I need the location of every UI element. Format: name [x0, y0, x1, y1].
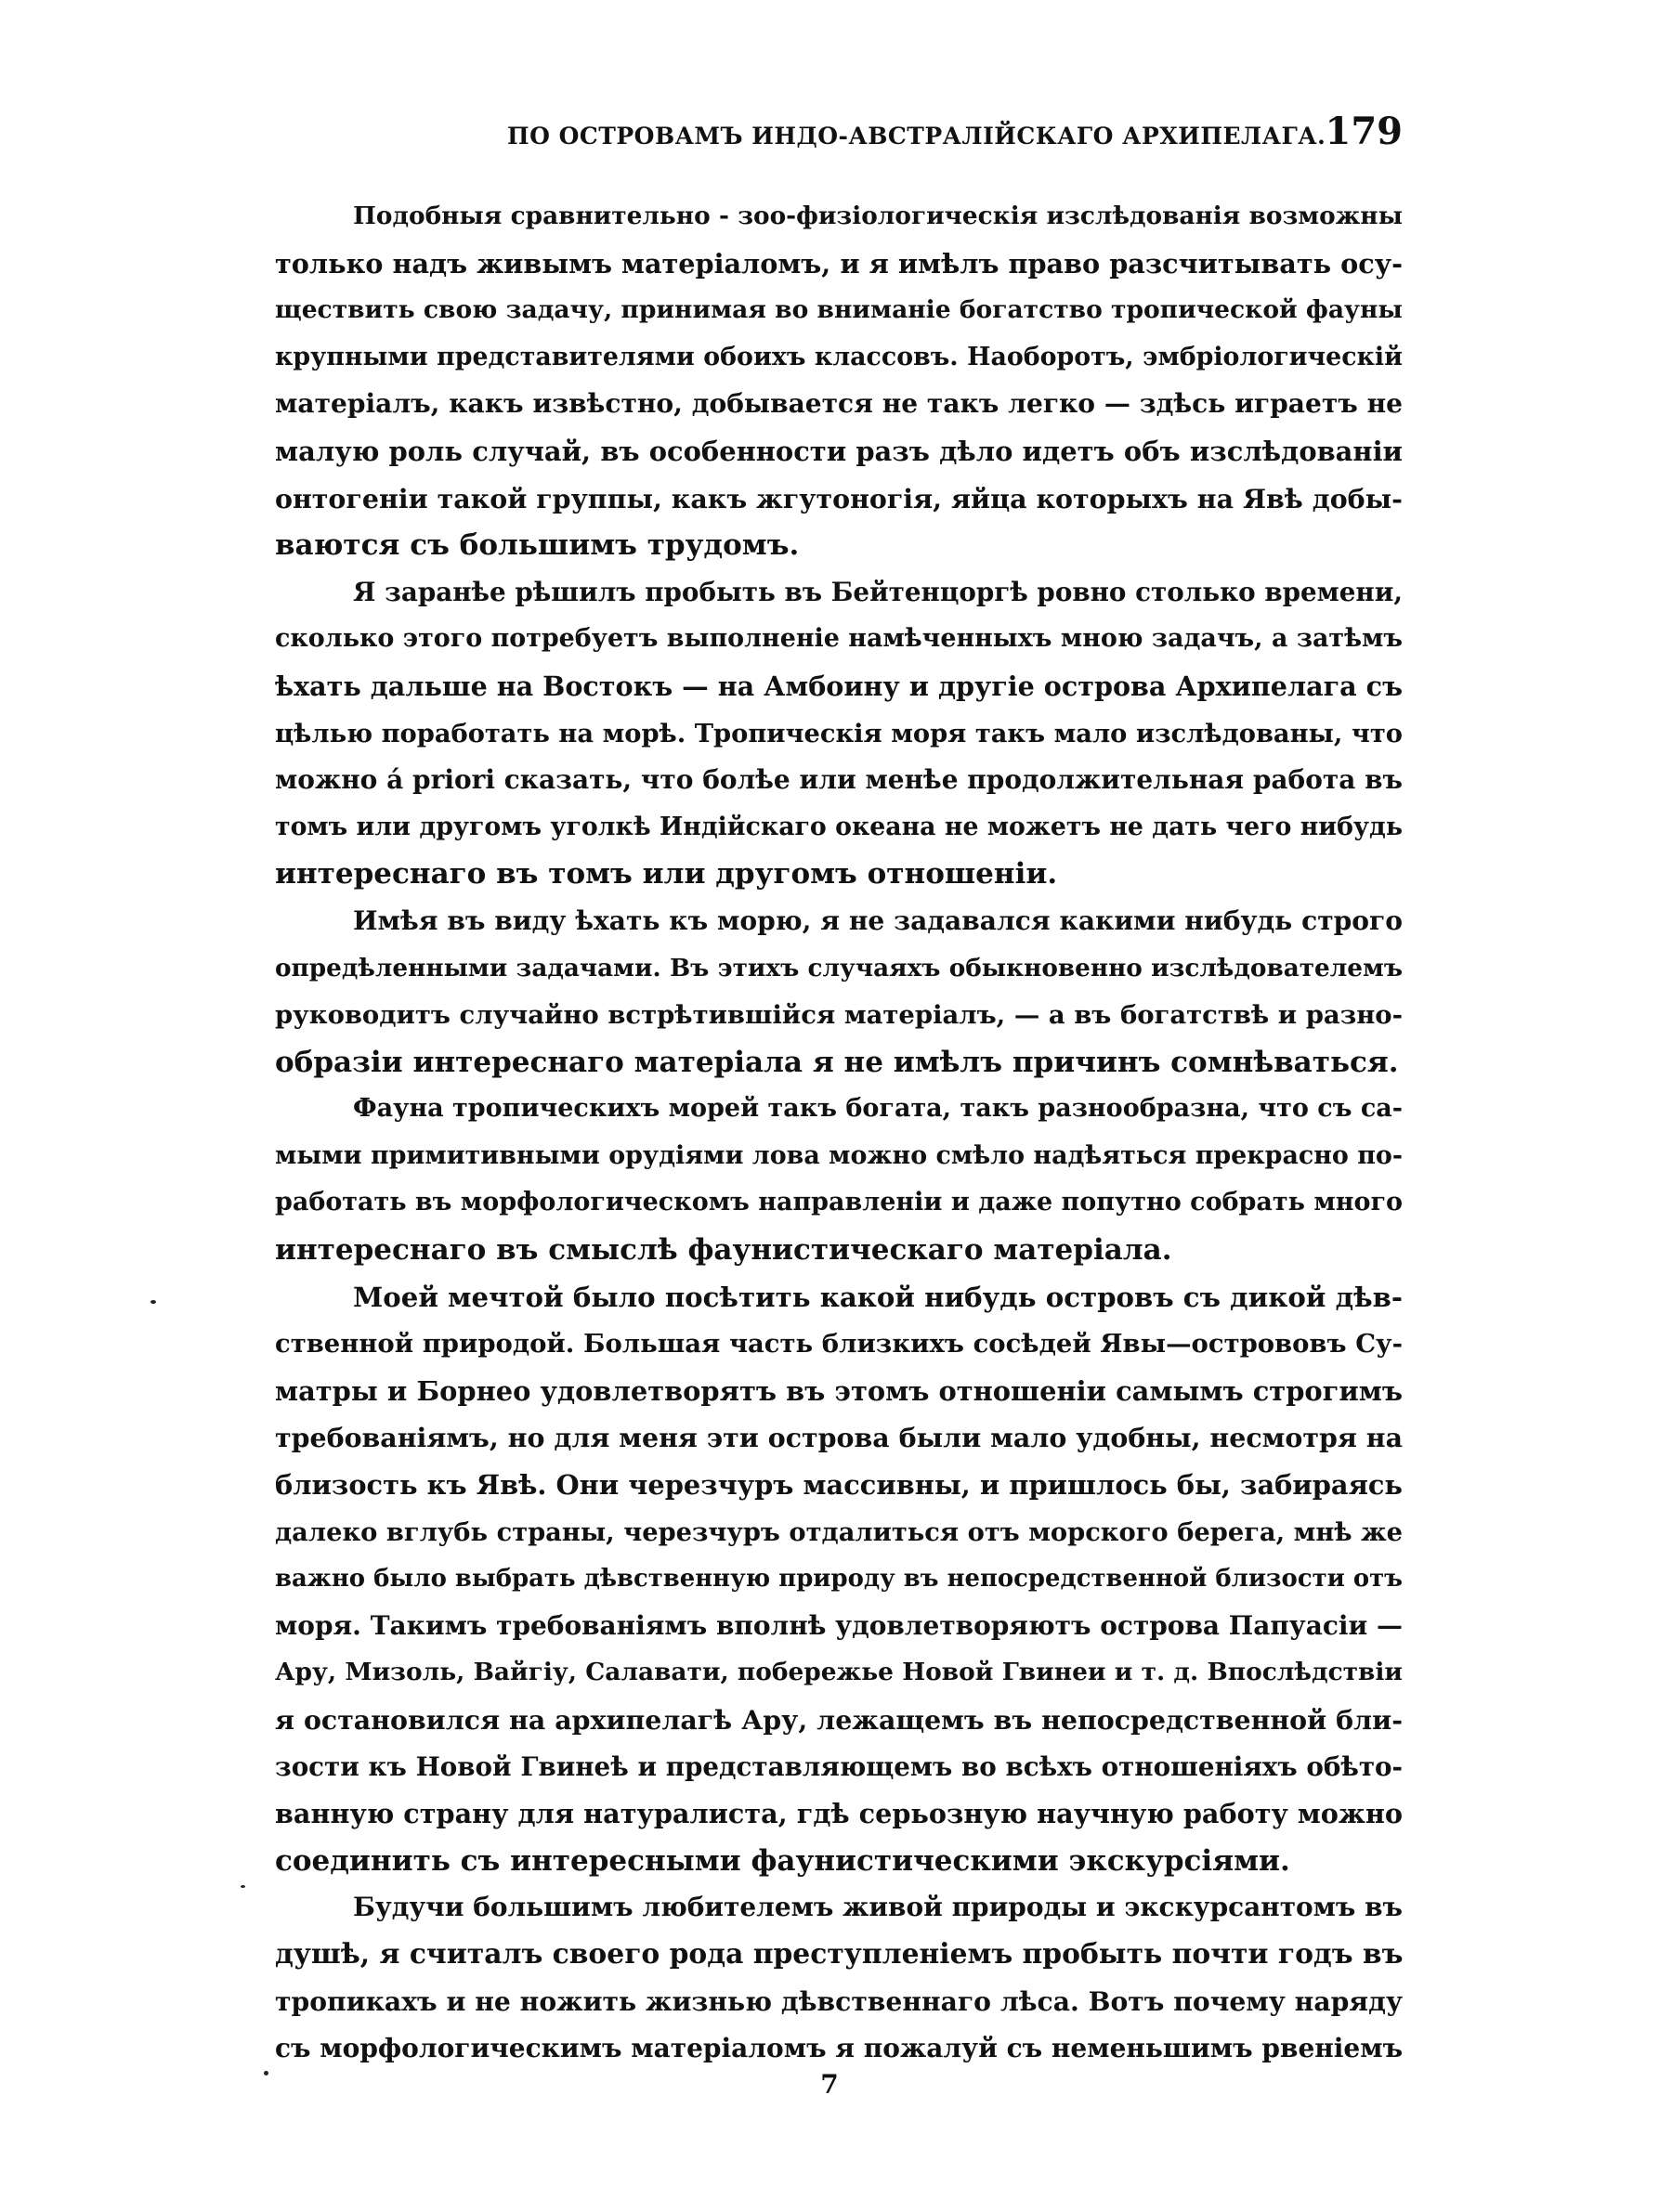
text-line: ственной природой. Большая часть близкихъ сосѣдей Явы—острововъ Су- — [275, 1329, 1403, 1360]
text-line: ваются съ большимъ трудомъ. — [275, 528, 800, 563]
text-line: Моей мечтой было посѣтить какой нибудь островъ съ дикой дѣв- — [353, 1281, 1403, 1313]
text-line: Будучи большимъ любителемъ живой природы и экскурсантомъ въ — [353, 1892, 1403, 1923]
text-line: мыми примитивными орудіями лова можно смѣло надѣяться прекрасно по- — [275, 1140, 1403, 1170]
paragraph — [275, 569, 1403, 898]
text-line: матеріалъ, какъ извѣстно, добывается не такъ легко — здѣсь играетъ не — [275, 388, 1403, 420]
text-line: можно á priori сказать, что болѣе или менѣе продолжительная работа въ — [275, 764, 1403, 796]
text-line: близость къ Явѣ. Они черезчуръ массивны, и пришлось бы, забираясь — [275, 1469, 1403, 1502]
text-line: опредѣленными задачами. Въ этихъ случаяхъ обыкновенно изслѣдователемъ — [275, 953, 1403, 982]
text-line: Фауна тропическихъ морей такъ богата, такъ разнообразна, что съ са- — [353, 1094, 1403, 1124]
text-line: томъ или другомъ уголкѣ Индійскаго океана не можетъ не дать чего нибудь — [275, 812, 1403, 841]
text-line: соединить съ интересными фаунистическими экскурсіями. — [275, 1843, 1290, 1878]
paragraph — [275, 193, 1403, 569]
paragraph — [275, 1274, 1403, 1885]
text-line: ѣхать дальше на Востокъ — на Амбоину и другіе острова Архипелага съ — [275, 670, 1403, 702]
text-line: Ару, Мизоль, Вайгіу, Салавати, побережье Новой Гвинеи и т. д. Впослѣдствіи — [275, 1658, 1403, 1687]
text-line: моря. Такимъ требованіямъ вполнѣ удовлетворяютъ острова Папуасіи — — [275, 1609, 1403, 1641]
text-line: душѣ, я считалъ своего рода преступленіемъ пробыть почти годъ въ — [275, 1937, 1403, 1971]
text-line: онтогеніи такой группы, какъ жгутоногія, яйца которыхъ на Явѣ добы- — [275, 482, 1403, 514]
text-line: ванную страну для натуралиста, гдѣ серьозную научную работу можно — [275, 1798, 1403, 1830]
text-line: интереснаго въ смыслѣ фаунистическаго матеріала. — [275, 1233, 1172, 1268]
text-line: я остановился на архипелагѣ Ару, лежащемъ въ непосредственной бли- — [275, 1704, 1403, 1736]
text-line: работать въ морфологическомъ направленіи и даже попутно собрать много — [275, 1188, 1403, 1217]
body-text — [275, 193, 1403, 2073]
page-header — [275, 110, 1403, 165]
text-line: далеко вглубь страны, черезчуръ отдалиться отъ морского берега, мнѣ же — [275, 1516, 1403, 1547]
text-line: малую роль случай, въ особенности разъ дѣло идетъ объ изслѣдованіи — [275, 435, 1403, 467]
text-line: сколько этого потребуетъ выполненіе намѣченныхъ мною задачъ, а затѣмъ — [275, 624, 1403, 654]
page-number: 179 — [1325, 110, 1403, 153]
text-line: руководитъ случайно встрѣтившійся матеріалъ, — а въ богатствѣ и разно- — [275, 1000, 1403, 1031]
text-line: тропикахъ и не ножить жизнью дѣвственнаго лѣса. Вотъ почему наряду — [275, 1985, 1403, 2017]
scan-speck — [264, 2071, 268, 2075]
text-line: требованіямъ, но для меня эти острова были мало удобны, несмотря на — [275, 1422, 1403, 1454]
text-line: образіи интереснаго матеріала я не имѣлъ причинъ сомнѣваться. — [275, 1045, 1399, 1079]
text-line: зости къ Новой Гвинеѣ и представляющемъ во всѣхъ отношеніяхъ обѣто- — [275, 1750, 1403, 1782]
text-line: важно было выбрать дѣвственную природу въ непосредственной близости отъ — [275, 1565, 1403, 1594]
text-line: ществить свою задачу, принимая во вниманіе богатство тропической фауны — [275, 295, 1403, 325]
text-line: Подобныя сравнительно - зоо-физіологическія изслѣдованія возможны — [353, 202, 1403, 230]
text-line: съ морфологическимъ матеріаломъ я пожалуй съ неменьшимъ рвеніемъ — [275, 2033, 1403, 2064]
text-line: матры и Борнео удовлетворятъ въ этомъ отношеніи самымъ строгимъ — [275, 1374, 1403, 1407]
paragraph — [275, 1884, 1403, 2072]
text-line: Имѣя въ виду ѣхать къ морю, я не задавался какими нибудь строго — [353, 904, 1403, 936]
text-line: интереснаго въ томъ или другомъ отношеніи. — [275, 857, 1058, 891]
paragraph — [275, 898, 1403, 1086]
running-head: ПО ОСТРОВАМЪ ИНДО-АВСТРАЛІЙСКАГО АРХИПЕЛАГА. — [507, 123, 1326, 150]
text-line: Я заранѣе рѣшилъ пробыть въ Бейтенцоргѣ ровно столько времени, — [353, 576, 1403, 607]
text-line: крупными представителями обоихъ классовъ. Наоборотъ, эмбріологическій — [275, 342, 1403, 371]
scan-speck — [150, 1300, 156, 1304]
scan-speck — [241, 1885, 245, 1888]
signature-mark: 7 — [820, 2069, 839, 2100]
text-line: только надъ живымъ матеріаломъ, и я имѣлъ право разсчитывать осу- — [275, 247, 1403, 280]
paragraph — [275, 1086, 1403, 1273]
text-line: цѣлью поработать на морѣ. Тропическія моря такъ мало изслѣдованы, что — [275, 718, 1403, 748]
